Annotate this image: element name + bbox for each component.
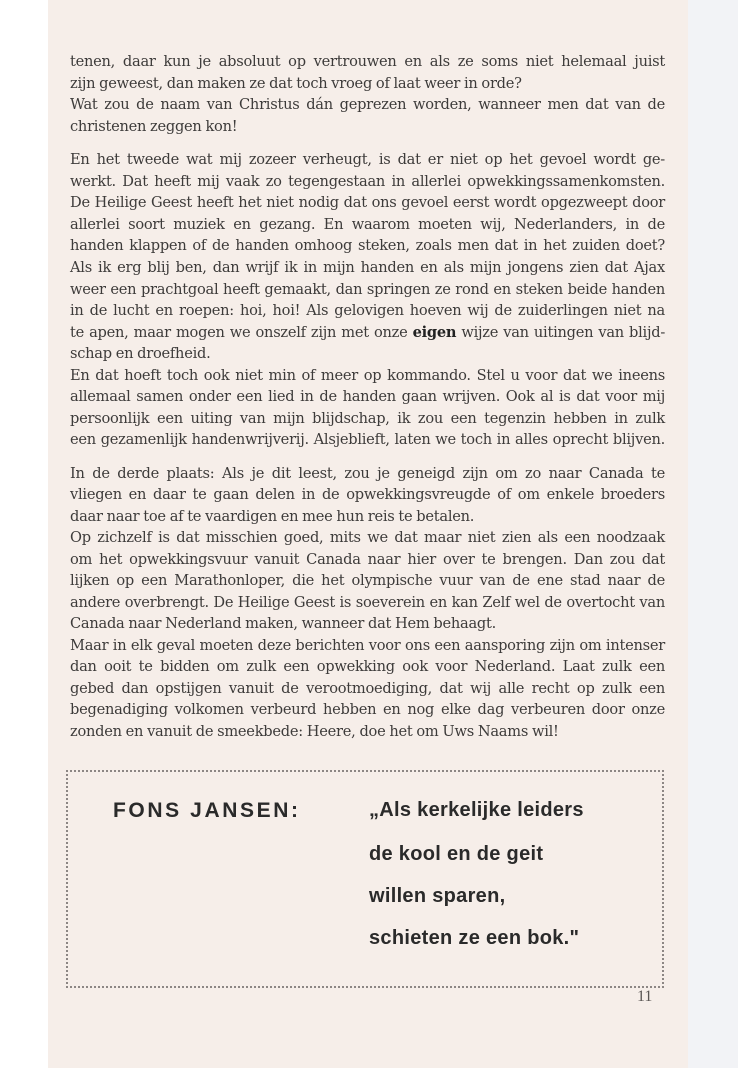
text-line: Maar in elk geval moeten deze berichten voor ons een aansporing zijn om intenser (70, 637, 665, 654)
text-line-with-emphasis (70, 323, 665, 343)
text-line: zonden en vanuit de smeekbede: Heere, doe het om Uws Naams wil! (70, 723, 559, 740)
text-line: In de derde plaats: Als je dit leest, zou je geneigd zijn om zo naar Canada te (70, 465, 665, 482)
text-line: tenen, daar kun je absoluut op vertrouwen en als ze soms niet helemaal juist (70, 53, 665, 70)
text-line: persoonlijk een uiting van mijn blijdschap, ik zou een tegenzin hebben in zulk (70, 410, 665, 427)
text-line: De Heilige Geest heeft het niet nodig dat ons gevoel eerst wordt opgezweept door (70, 194, 665, 211)
text-line: allemaal samen onder een lied in de handen gaan wrijven. Ook al is dat voor mij (70, 388, 665, 405)
text-line: zijn geweest, dan maken ze dat toch vroeg of laat weer in orde? (70, 75, 522, 92)
text-line: om het opwekkingsvuur vanuit Canada naar hier over te brengen. Dan zou dat (70, 551, 665, 568)
quote-line: schieten ze een bok." (369, 927, 580, 949)
text-line: allerlei soort muziek en gezang. En waarom moeten wij, Nederlanders, in de (70, 216, 665, 233)
text-line: een gezamenlijk handenwrijverij. Alsjeblieft, laten we toch in alles oprecht blijven. (70, 431, 665, 448)
text-line: handen klappen of de handen omhoog steken, zoals men dat in het zuiden doet? (70, 237, 665, 254)
emphasized-word: eigen (412, 324, 457, 341)
text-line: vliegen en daar te gaan delen in de opwekkingsvreugde of om enkele broeders (70, 486, 665, 503)
text-line: in de lucht en roepen: hoi, hoi! Als gelovigen hoeven wij de zuiderlingen niet na (70, 302, 665, 319)
quote-line: „Als kerkelijke leiders (369, 799, 584, 821)
text-line: Canada naar Nederland maken, wanneer dat Hem behaagt. (70, 615, 497, 632)
quote-line: willen sparen, (369, 885, 506, 907)
text-line: lijken op een Marathonloper, die het olympische vuur van de ene stad naar de (70, 572, 665, 589)
text-line: gebed dan opstijgen vanuit de verootmoediging, dat wij alle recht op zulk een (70, 680, 665, 697)
text-line: En het tweede wat mij zozeer verheugt, is dat er niet op het gevoel wordt ge- (70, 151, 665, 168)
text-line: Als ik erg blij ben, dan wrijf ik in mijn handen en als mijn jongens zien dat Ajax (70, 259, 665, 276)
text-line: daar naar toe af te vaardigen en mee hun reis te betalen. (70, 508, 475, 525)
scan-margin (688, 0, 738, 1068)
text-line: dan ooit te bidden om zulk een opwekking ook voor Nederland. Laat zulk een (70, 658, 665, 675)
text-line: schap en droefheid. (70, 345, 211, 362)
text-line: En dat hoeft toch ook niet min of meer op kommando. Stel u voor dat we ineens (70, 367, 665, 384)
text-line: Wat zou de naam van Christus dán geprezen worden, wanneer men dat van de (70, 96, 665, 113)
text-line: andere overbrengt. De Heilige Geest is soeverein en kan Zelf wel de overtocht van (70, 594, 665, 611)
text-line: weer een prachtgoal heeft gemaakt, dan springen ze rond en steken beide handen (70, 281, 665, 298)
text-line: christenen zeggen kon! (70, 118, 238, 135)
text-line: werkt. Dat heeft mij vaak zo tegengestaan in allerlei opwekkingssamenkomsten. (70, 173, 665, 190)
page-number: 11 (637, 988, 653, 1005)
quote-author: FONS JANSEN: (113, 799, 301, 822)
text-segment: te apen, maar mogen we onszelf zijn met onze (70, 324, 408, 341)
text-line: begenadiging volkomen verbeurd hebben en nog elke dag verbeuren door onze (70, 701, 665, 718)
text-line: Op zichzelf is dat misschien goed, mits we dat maar niet zien als een noodzaak (70, 529, 665, 546)
quote-line: de kool en de geit (369, 843, 544, 865)
text-segment: wijze van uitingen van blijd- (461, 324, 666, 341)
